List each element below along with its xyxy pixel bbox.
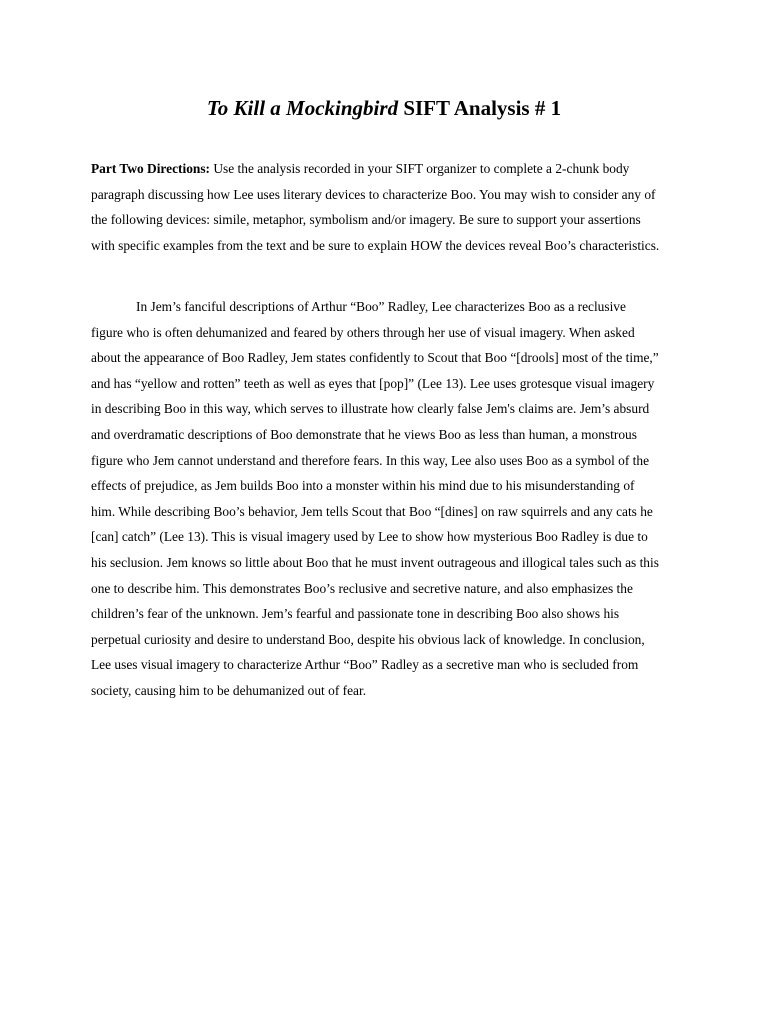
essay-line: effects of prejudice, as Jem builds Boo into a monster within his mind due to his misunderstanding of	[91, 478, 635, 494]
directions-line: with specific examples from the text and be sure to explain HOW the devices reveal Boo’s characteristics.	[91, 237, 660, 253]
essay-paragraph	[91, 294, 691, 704]
directions-line: paragraph discussing how Lee uses literary devices to characterize Boo. You may wish to consider any of	[91, 186, 656, 202]
directions-block	[91, 156, 691, 258]
essay-line: him. While describing Boo’s behavior, Jem tells Scout that Boo “[dines] on raw squirrels and any cats he	[91, 503, 653, 519]
essay-line: [can] catch” (Lee 13). This is visual imagery used by Lee to show how mysterious Boo Radley is due to	[91, 529, 648, 545]
essay-line: perpetual curiosity and desire to understand Boo, despite his obvious lack of knowledge. In conclusion,	[91, 631, 645, 647]
essay-line: Lee uses visual imagery to characterize Arthur “Boo” Radley as a secretive man who is secluded from	[91, 657, 639, 673]
essay-line: his seclusion. Jem knows so little about Boo that he must invent outrageous and illogical tales such as this	[91, 554, 659, 570]
essay-line: in describing Boo in this way, which serves to illustrate how clearly false Jem's claims are. Jem’s absurd	[91, 401, 650, 417]
essay-line: about the appearance of Boo Radley, Jem states confidently to Scout that Boo “[drools] most of the time,”	[91, 350, 659, 366]
directions-lead: Part Two Directions:	[91, 161, 211, 176]
essay-line: figure who is often dehumanized and feared by others through her use of visual imagery. When asked	[91, 324, 635, 340]
directions-text: Use the analysis recorded in your SIFT organizer to complete a 2-chunk body	[210, 161, 630, 176]
essay-line: In Jem’s fanciful descriptions of Arthur “Boo” Radley, Lee characterizes Boo as a reclusive	[136, 299, 626, 314]
essay-line: one to describe him. This demonstrates Boo’s reclusive and secretive nature, and also emphasizes the	[91, 580, 633, 596]
directions-line: the following devices: simile, metaphor, symbolism and/or imagery. Be sure to support your assertions	[91, 212, 641, 228]
title-italic-part: To Kill a Mockingbird	[206, 96, 399, 120]
essay-line: society, causing him to be dehumanized out of fear.	[91, 682, 367, 698]
essay-line: and has “yellow and rotten” teeth as well as eyes that [pop]” (Lee 13). Lee uses grotesque visual imagery	[91, 375, 655, 391]
essay-line: and overdramatic descriptions of Boo demonstrate that he views Boo as less than human, a monstrous	[91, 426, 637, 442]
directions-line	[91, 156, 691, 182]
document-title	[0, 94, 768, 122]
essay-line: figure who Jem cannot understand and therefore fears. In this way, Lee also uses Boo as a symbol of the	[91, 452, 650, 468]
essay-line: children’s fear of the unknown. Jem’s fearful and passionate tone in describing Boo also shows his	[91, 606, 620, 622]
title-rest: SIFT Analysis # 1	[398, 96, 562, 120]
